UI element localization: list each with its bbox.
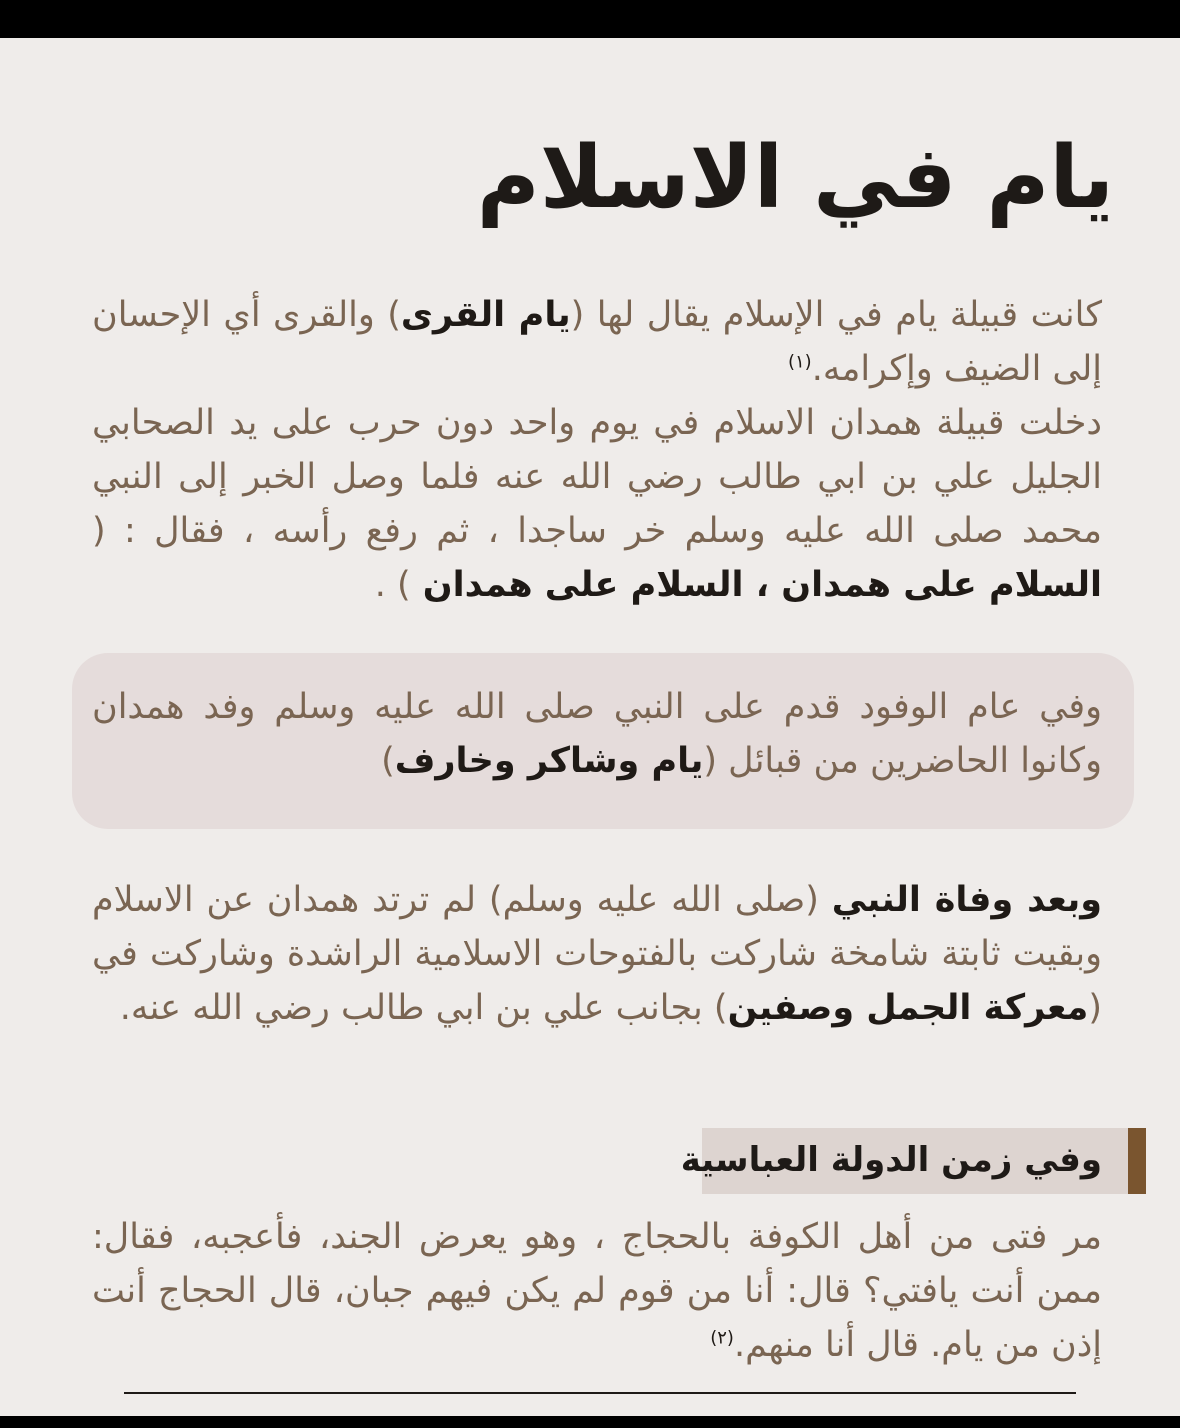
paragraph-text: دخلت قبيلة همدان الاسلام في يوم واحد دون حرب على يد الصحابي الجليل علي بن ابي طالب رضي الله عنه فلما وصل الخبر إلى النبي محمد صلى الله عليه وسلم خر ساجدا ، ثم رفع رأسه ، فقال : ( [92, 403, 1102, 551]
paragraph-text: كانت قبيلة يام في الإسلام يقال لها ( [570, 295, 1103, 335]
bold-term: يام القرى [400, 295, 571, 335]
document-page [0, 38, 1180, 1416]
footnote-marker: (٢) [710, 1327, 734, 1349]
paragraph-text: مر فتى من أهل الكوفة بالحجاج ، وهو يعرض الجند، فأعجبه، فقال: ممن أنت يافتي؟ قال: أنا من قوم لم يكن فيهم جبان، قال الحجاج أنت إذن من يام. قال أنا منهم. [92, 1217, 1102, 1365]
bold-battles: معركة الجمل وصفين [727, 988, 1089, 1028]
bold-quote: السلام على همدان ، السلام على همدان [410, 565, 1102, 605]
bold-lead: وبعد وفاة النبي [831, 880, 1102, 920]
paragraph-text: وفي عام الوفود قدم على النبي صلى الله عليه وسلم وفد همدان وكانوا الحاضرين من قبائل ( [92, 687, 1102, 781]
bottom-edge [0, 1416, 1180, 1428]
paragraph-text: (صلى الله عليه وسلم) لم ترتد همدان عن الاسلام وبقيت ثابتة شامخة شاركت بالفتوحات الاسلامية الراشدة وشاركت في ( [92, 880, 1102, 1028]
section-heading-text: وفي زمن الدولة العباسية [680, 1140, 1102, 1180]
paragraph-text: ) . [374, 565, 411, 605]
paragraph-after-prophet [92, 873, 1102, 1035]
paragraph-text: ) بجانب علي بن ابي طالب رضي الله عنه. [119, 988, 728, 1028]
paragraph-hamdan-islam [92, 396, 1102, 612]
bold-tribes: يام وشاكر وخارف [394, 741, 704, 781]
footnote-divider [124, 1392, 1076, 1394]
paragraph-text: ) [381, 741, 395, 781]
section-heading-abbasid [680, 1128, 1146, 1194]
footnote-marker: (١) [787, 351, 812, 373]
paragraph-delegations [92, 680, 1102, 788]
paragraph-hajjaj-story [92, 1210, 1102, 1372]
paragraph-yam-alqura [92, 288, 1102, 396]
page-title: يام في الاسلام [476, 128, 1114, 228]
paragraph-text: ) والقرى أي الإحسان إلى الضيف وإكرامه. [92, 295, 1102, 389]
